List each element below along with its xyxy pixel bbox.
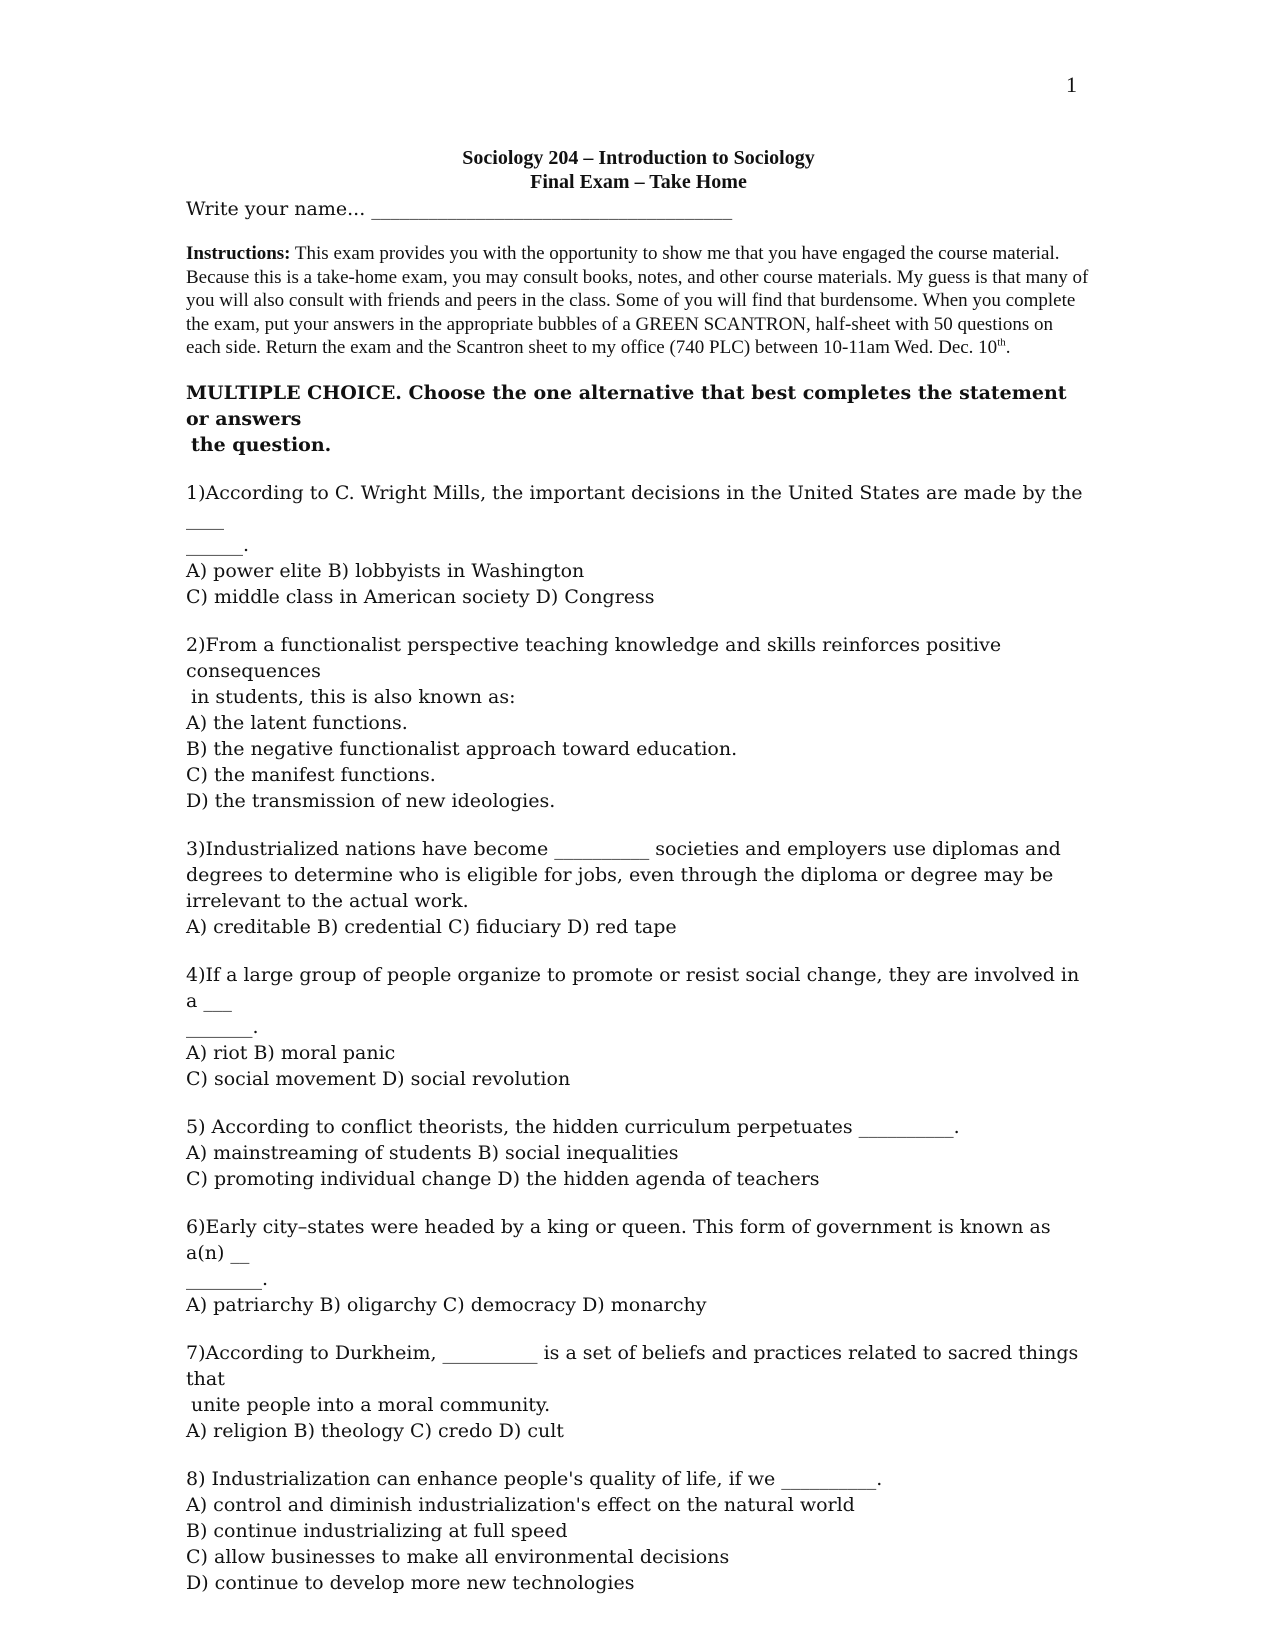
answer-option: C) allow businesses to make all environmental decisions bbox=[186, 1545, 730, 1568]
question-text: irrelevant to the actual work. bbox=[186, 889, 469, 912]
answer-option: B) the negative functionalist approach toward education. bbox=[186, 737, 738, 760]
answer-option: A) religion B) theology C) credo D) cult bbox=[186, 1419, 564, 1442]
answer-option: D) the transmission of new ideologies. bbox=[186, 789, 556, 812]
answer-option: A) control and diminish industrialization's effect on the natural world bbox=[186, 1493, 855, 1516]
exam-title: Final Exam – Take Home bbox=[530, 171, 747, 193]
question-7 bbox=[186, 1340, 1091, 1444]
answer-option: B) continue industrializing at full speed bbox=[186, 1519, 568, 1542]
question-text: degrees to determine who is eligible for jobs, even through the diploma or degree may be bbox=[186, 863, 1054, 886]
section-heading-line: the question. bbox=[191, 433, 332, 456]
question-5 bbox=[186, 1114, 1091, 1192]
answer-option: C) middle class in American society D) Congress bbox=[186, 585, 655, 608]
question-text: unite people into a moral community. bbox=[191, 1393, 551, 1416]
instructions-end: . bbox=[1005, 337, 1011, 358]
question-text: 4)If a large group of people organize to promote or resist social change, they are involved in a ___ bbox=[186, 963, 1080, 1012]
question-text: 6)Early city–states were headed by a king or queen. This form of government is known as a(n) __ bbox=[186, 1215, 1051, 1264]
answer-option: C) the manifest functions. bbox=[186, 763, 436, 786]
answer-option: A) creditable B) credential C) fiduciary D) red tape bbox=[186, 915, 677, 938]
page-number: 1 bbox=[1066, 72, 1077, 97]
answer-option: A) patriarchy B) oligarchy C) democracy D) monarchy bbox=[186, 1293, 707, 1316]
question-text: ______. bbox=[186, 533, 250, 556]
name-prompt: Write your name... ______________________________________ bbox=[186, 198, 733, 220]
answer-option: D) continue to develop more new technologies bbox=[186, 1571, 635, 1594]
instructions-text: This exam provides you with the opportunity to show me that you have engaged the course material. Because this is a take-home exam, you may consult books, notes, and other course materials. My guess is that many of you will also consult with friends and peers in the class. Some of you will find that burdensome. When you complete the exam, put your answers in the appropriate bubbles of a GREEN SCANTRON, half-sheet with 50 questions on each side. Return the exam and the Scantron sheet to my office (740 PLC) between 10-11am Wed. Dec. 10 bbox=[186, 243, 1089, 358]
question-text: 8) Industrialization can enhance people's quality of life, if we __________. bbox=[186, 1467, 883, 1490]
question-4 bbox=[186, 962, 1091, 1092]
answer-option: A) the latent functions. bbox=[186, 711, 408, 734]
question-text: _______. bbox=[186, 1015, 259, 1038]
answer-option: A) power elite B) lobbyists in Washington bbox=[186, 559, 585, 582]
instructions-label: Instructions: bbox=[186, 243, 291, 264]
question-text: in students, this is also known as: bbox=[191, 685, 516, 708]
question-6 bbox=[186, 1214, 1091, 1318]
question-8 bbox=[186, 1466, 1091, 1596]
section-heading-line: MULTIPLE CHOICE. Choose the one alternative that best completes the statement or answers bbox=[186, 381, 1067, 430]
question-text: 2)From a functionalist perspective teaching knowledge and skills reinforces positive consequences bbox=[186, 633, 1002, 682]
exam-content bbox=[186, 146, 1091, 1596]
section-heading bbox=[186, 380, 1091, 458]
course-title: Sociology 204 – Introduction to Sociology bbox=[462, 147, 815, 169]
question-text: 3)Industrialized nations have become __________ societies and employers use diplomas and bbox=[186, 837, 1061, 860]
answer-option: A) riot B) moral panic bbox=[186, 1041, 396, 1064]
question-3 bbox=[186, 836, 1091, 940]
question-text: 1)According to C. Wright Mills, the important decisions in the United States are made by the ____ bbox=[186, 481, 1083, 530]
answer-option: C) social movement D) social revolution bbox=[186, 1067, 571, 1090]
question-text: 5) According to conflict theorists, the hidden curriculum perpetuates __________. bbox=[186, 1115, 960, 1138]
question-text: ________. bbox=[186, 1267, 269, 1290]
question-1 bbox=[186, 480, 1091, 610]
answer-option: A) mainstreaming of students B) social inequalities bbox=[186, 1141, 679, 1164]
question-2 bbox=[186, 632, 1091, 814]
instructions-superscript: th bbox=[997, 336, 1006, 349]
answer-option: C) promoting individual change D) the hidden agenda of teachers bbox=[186, 1167, 820, 1190]
question-text: 7)According to Durkheim, __________ is a set of beliefs and practices related to sacred things that bbox=[186, 1341, 1079, 1390]
instructions-paragraph bbox=[186, 242, 1091, 360]
